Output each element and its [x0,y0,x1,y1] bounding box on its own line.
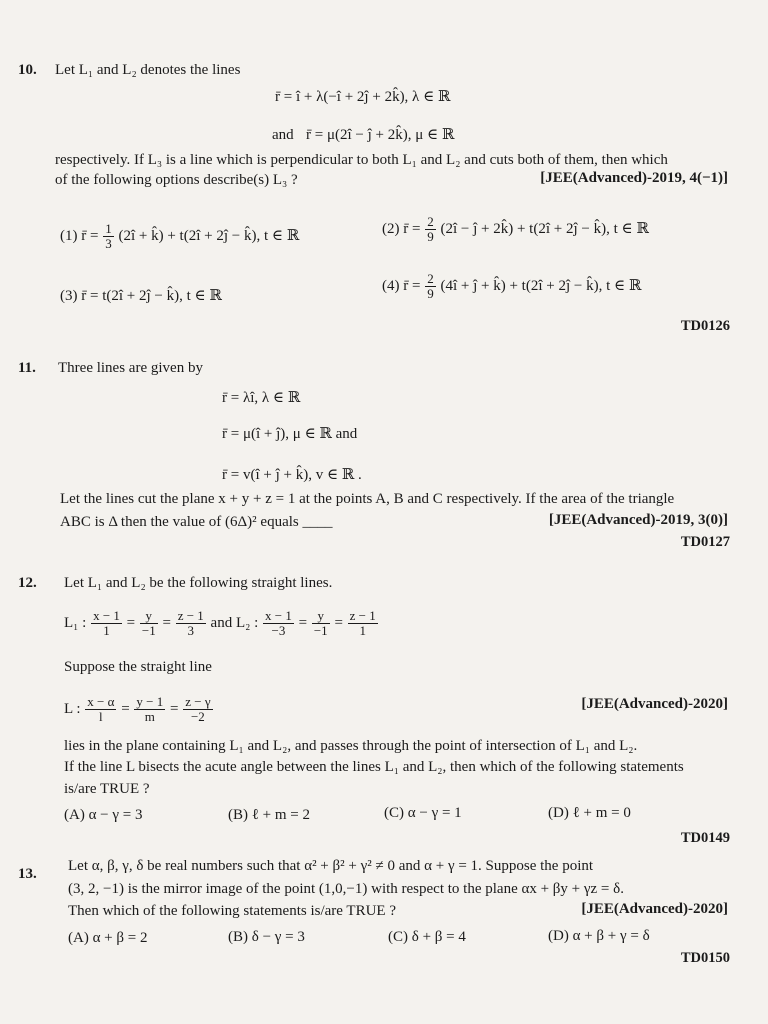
fraction: $\frac{y}{-1}$ [313,608,328,638]
line-l-equation: L : $\frac{x - \alpha}{l}$ = $\frac{y - 1}{m}$ = $\frac{z - \gamma}{-2}$ [64,694,211,724]
option-label: (4) r̄ = [382,277,421,294]
option-b: (B) ℓ + m = 2 [228,807,311,823]
question-text: Let α, β, γ, δ be real numbers such that α² + β² + γ² ≠ 0 and α + γ = 1. Suppose the point [68,858,594,874]
fraction: $\frac{1}{3}$ [105,221,112,251]
option-c: (C) α − γ = 1 [384,805,462,821]
source-citation: [JEE(Advanced)-2020] [581,901,728,917]
option-expression: (4î + ĵ + k̂) + t(2î + 2ĵ − k̂), t ∈ ℝ [440,277,642,294]
option-3 [60,286,222,305]
question-code: TD0126 [680,318,730,334]
option-2 [382,215,649,244]
option-a: (A) α − γ = 3 [64,807,143,823]
fraction: $\frac{y}{-1}$ [141,608,156,638]
question-text: respectively. If L₃ is a line which is perpendicular to both L₁ and L₂ and cuts both of them, then which [55,152,668,168]
fraction: $\frac{y - 1}{m}$ [136,694,164,724]
fraction: $\frac{x - \alpha}{l}$ [87,694,115,724]
question-text: If the line L bisects the acute angle between the lines L₁ and L₂, then which of the following statements [64,759,684,775]
question-text: Let the lines cut the plane x + y + z = 1 at the points A, B and C respectively. If the area of the triangle [60,491,675,507]
line-l1-equation: L₁ : $\frac{x - 1}{1}$ = $\frac{y}{-1}$ = $\frac{z - 1}{3}$ and L₂ : $\frac{x - 1}{-3}$ = $\frac{y}{-1}$ = $\frac{z - 1}{1}$ [64,608,376,638]
equation-l2-prefix: and [272,127,294,143]
line-label: L : [64,700,81,717]
option-c: (C) δ + β = 4 [388,929,466,945]
conjunction: and [210,614,233,631]
option-b: (B) δ − γ = 3 [228,929,305,945]
equation-line-3: r̄ = v(î + ĵ + k̂), v ∈ ℝ . [222,467,362,483]
question-intro: Let L₁ and L₂ denotes the lines [55,62,241,78]
question-intro: Three lines are given by [58,360,203,376]
fraction: $\frac{2}{9}$ [427,214,434,244]
option-expression: (2î − ĵ + 2k̂) + t(2î + 2ĵ − k̂), t ∈ ℝ [440,220,649,237]
option-label: (1) r̄ = [60,227,99,244]
option-d: (D) ℓ + m = 0 [548,805,631,821]
option-expression: (3) r̄ = t(2î + 2ĵ − k̂), t ∈ ℝ [60,288,222,304]
line-label: L₁ : [64,614,87,631]
option-4 [382,272,641,301]
option-a: (A) α + β = 2 [68,930,148,946]
option-1 [60,222,299,251]
fraction: $\frac{z - 1}{3}$ [177,608,204,638]
question-text: ABC is Δ then the value of (6Δ)² equals ____ [60,514,333,530]
question-number: 10. [18,62,37,78]
equation-line-1: r̄ = λî, λ ∈ ℝ [222,390,301,406]
question-code: TD0149 [680,830,730,846]
question-code: TD0127 [680,534,730,550]
question-text: of the following options describe(s) L₃ ? [55,172,298,188]
equation-line-2: r̄ = μ(î + ĵ), μ ∈ ℝ and [222,426,358,442]
question-code: TD0150 [680,950,730,966]
question-text: Suppose the straight line [64,659,212,675]
question-intro: Let L₁ and L₂ be the following straight lines. [64,575,333,591]
fraction: $\frac{x - 1}{1}$ [93,608,120,638]
option-label: (2) r̄ = [382,220,421,237]
option-expression: (2î + k̂) + t(2î + 2ĵ − k̂), t ∈ ℝ [118,227,300,244]
fraction: $\frac{z - \gamma}{-2}$ [185,694,211,724]
fraction: $\frac{z - 1}{1}$ [349,608,376,638]
source-citation: [JEE(Advanced)-2019, 3(0)] [548,512,728,528]
question-text: lies in the plane containing L₁ and L₂, and passes through the point of intersection of L₁ and L₂. [64,738,638,754]
question-text: (3, 2, −1) is the mirror image of the point (1,0,−1) with respect to the plane αx + βy + γz = δ. [68,881,624,897]
question-text: Then which of the following statements is/are TRUE ? [68,903,396,919]
fraction: $\frac{2}{9}$ [427,271,434,301]
equation-l1: r̄ = î + λ(−î + 2ĵ + 2k̂), λ ∈ ℝ [275,89,451,105]
question-text: is/are TRUE ? [64,781,150,797]
question-number: 13. [18,866,37,882]
line-label: L₂ : [235,614,259,631]
question-number: 11. [18,360,36,376]
fraction: $\frac{x - 1}{-3}$ [265,608,292,638]
source-citation: [JEE(Advanced)-2019, 4(−1)] [540,170,728,186]
source-citation: [JEE(Advanced)-2020] [581,696,728,712]
equation-l2: r̄ = μ(2î − ĵ + 2k̂), μ ∈ ℝ [306,127,455,143]
option-d: (D) α + β + γ = δ [548,928,650,944]
question-number: 12. [18,575,37,591]
